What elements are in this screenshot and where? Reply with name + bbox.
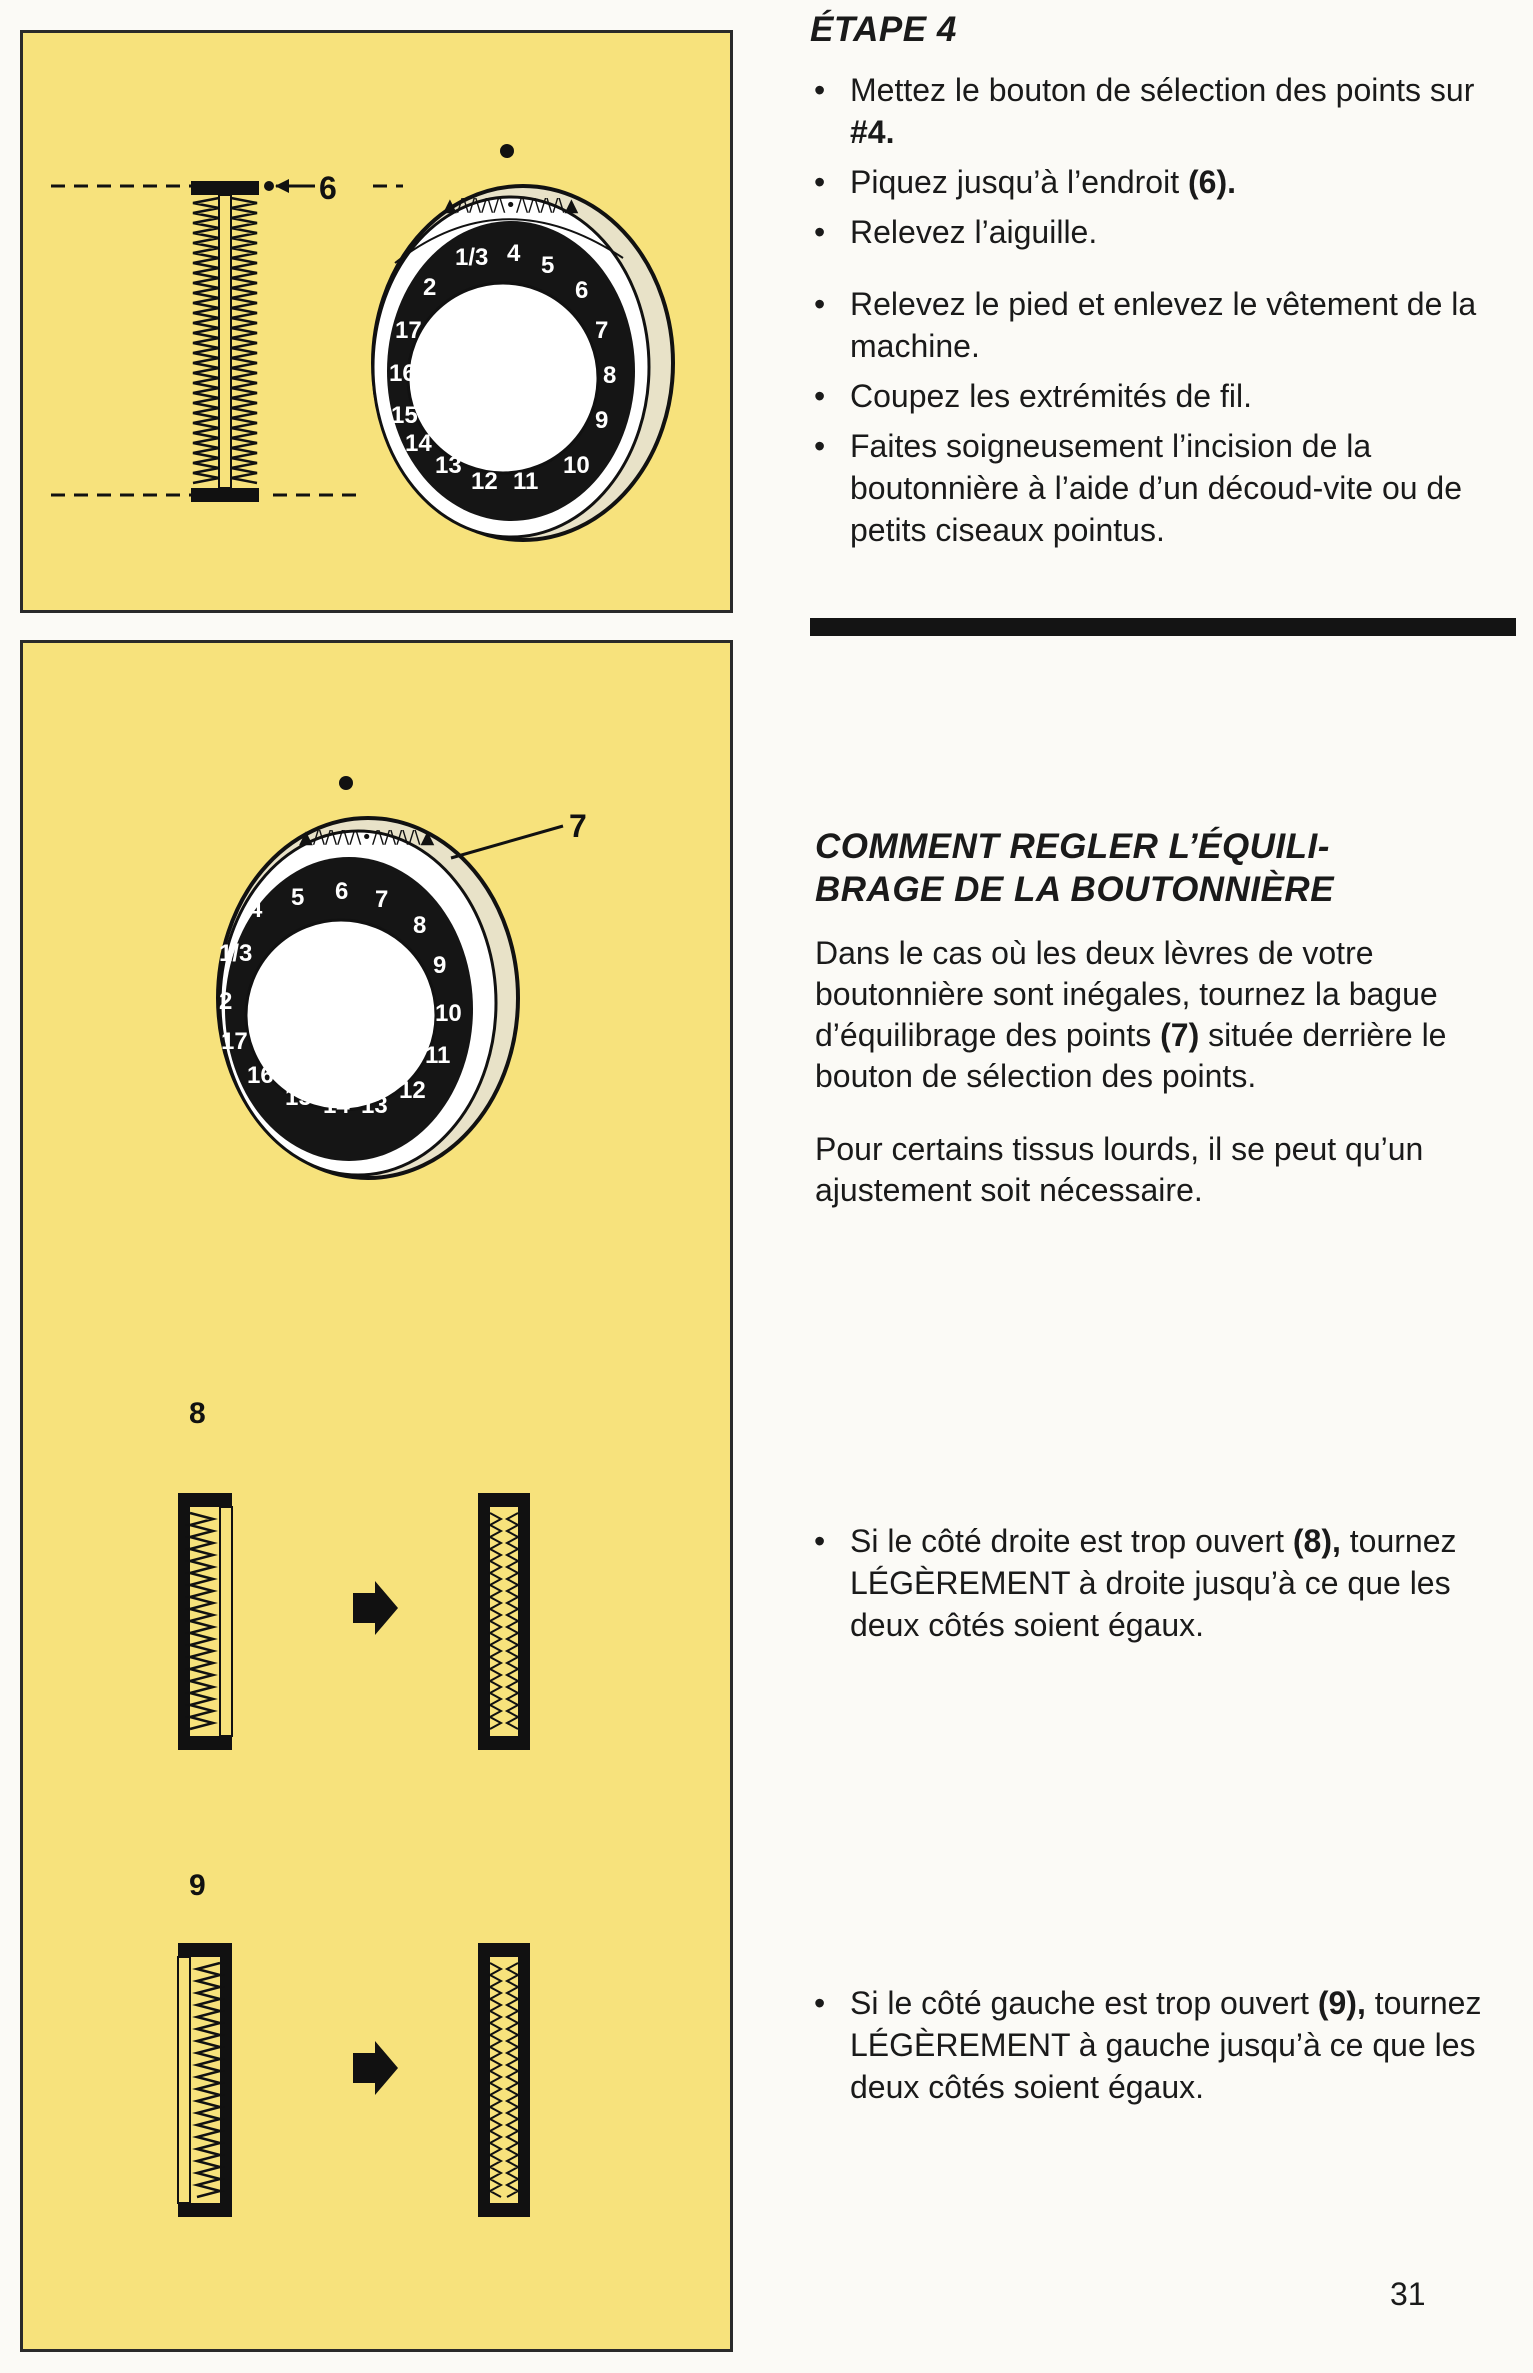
list-item: • Si le côté droite est trop ouvert (8), tournez LÉGÈREMENT à droite jusqu’à ce que les deux côtés soient égaux. <box>810 1520 1510 1646</box>
list-item: • Relevez le pied et enlevez le vêtement de la machine. <box>810 283 1510 367</box>
svg-text:2: 2 <box>423 274 437 301</box>
step4-heading: ÉTAPE 4 <box>810 10 957 49</box>
buttonhole-uneven-left-icon <box>178 1943 232 2217</box>
callout-7-label: 7 <box>569 808 587 844</box>
svg-text:10: 10 <box>435 1000 462 1027</box>
svg-text:8: 8 <box>603 362 617 389</box>
arrow-right-icon <box>353 2041 398 2095</box>
list-item: • Si le côté gauche est trop ouvert (9), tournez LÉGÈREMENT à gauche jusqu’à ce que les deux côtés soient égaux. <box>810 1982 1510 2108</box>
callout-6-label: 6 <box>319 170 337 206</box>
svg-text:12: 12 <box>471 468 498 495</box>
svg-text:9: 9 <box>433 952 447 979</box>
step4-bullets-b <box>810 283 1510 551</box>
step4-section <box>810 8 1510 551</box>
svg-text:7: 7 <box>595 317 609 344</box>
svg-text:15: 15 <box>285 1084 312 1111</box>
balance-heading: COMMENT REGLER L’ÉQUILI- BRAGE DE LA BOUTONNIÈRE <box>815 827 1335 909</box>
svg-text:1/3: 1/3 <box>455 244 489 271</box>
dial-stitch-pattern: ▲/\/\/\/\•/\/\/\/\▲ <box>443 195 579 216</box>
buttonhole-dial-illustration <box>23 33 736 616</box>
buttonhole-uneven-right-icon <box>178 1493 232 1750</box>
svg-text:6: 6 <box>575 277 589 304</box>
balance-ring-illustration <box>23 643 736 2355</box>
svg-text:14: 14 <box>323 1092 350 1119</box>
svg-text:14: 14 <box>405 430 432 457</box>
illustration-panel-step4 <box>20 30 733 613</box>
svg-text:16: 16 <box>389 360 416 387</box>
svg-text:12: 12 <box>399 1077 426 1104</box>
svg-text:13: 13 <box>361 1092 388 1119</box>
svg-text:1/3: 1/3 <box>219 940 253 967</box>
page-number: 31 <box>1390 2276 1426 2312</box>
svg-text:2: 2 <box>219 988 233 1015</box>
svg-text:15: 15 <box>391 402 418 429</box>
buttonhole-even-icon <box>478 1943 530 2217</box>
balance-section <box>815 825 1515 1211</box>
balance-paragraph-1: Dans le cas où les deux lèvres de votre boutonnière sont inégales, tournez la bague d’équilibrage des points (7) située derrière le bouton de sélection des points. <box>815 935 1447 1094</box>
svg-text:16: 16 <box>247 1062 274 1089</box>
svg-text:8: 8 <box>413 912 427 939</box>
svg-text:9: 9 <box>595 407 609 434</box>
svg-text:10: 10 <box>563 452 590 479</box>
list-item: • Mettez le bouton de sélection des points sur #4. <box>810 69 1510 153</box>
svg-text:▲/\/\/\/\•/\/\/\/\▲: ▲/\/\/\/\•/\/\/\/\▲ <box>299 827 435 848</box>
balance-paragraph-2: Pour certains tissus lourds, il se peut qu’un ajustement soit nécessaire. <box>815 1131 1424 1208</box>
svg-text:6: 6 <box>335 878 349 905</box>
svg-text:13: 13 <box>435 452 462 479</box>
arrow-right-icon <box>353 1581 398 1635</box>
list-item: • Coupez les extrémités de fil. <box>810 375 1510 417</box>
svg-text:11: 11 <box>513 468 539 495</box>
illustration-panel-balance <box>20 640 733 2352</box>
svg-text:4: 4 <box>249 896 263 923</box>
buttonhole-stitch-icon <box>191 181 259 502</box>
list-item: • Piquez jusqu’à l’endroit (6). <box>810 161 1510 203</box>
label-9: 9 <box>189 1869 206 1902</box>
label-8: 8 <box>189 1397 206 1430</box>
svg-text:17: 17 <box>221 1028 248 1055</box>
step4-bullets-a <box>810 69 1510 253</box>
svg-text:11: 11 <box>425 1042 451 1069</box>
svg-text:4: 4 <box>507 240 521 267</box>
right-open-instruction <box>810 1520 1510 1646</box>
left-open-instruction <box>810 1982 1510 2108</box>
section-divider <box>810 618 1516 636</box>
svg-text:17: 17 <box>395 317 422 344</box>
svg-text:7: 7 <box>375 886 389 913</box>
buttonhole-even-icon <box>478 1493 530 1750</box>
svg-text:5: 5 <box>291 884 305 911</box>
svg-text:5: 5 <box>541 252 555 279</box>
stitch-selector-dial-icon <box>373 144 673 540</box>
list-item: • Relevez l’aiguille. <box>810 211 1510 253</box>
balance-ring-dial-icon <box>218 776 518 1178</box>
list-item: • Faites soigneusement l’incision de la boutonnière à l’aide d’un découd-vite ou de petits ciseaux pointus. <box>810 425 1510 551</box>
